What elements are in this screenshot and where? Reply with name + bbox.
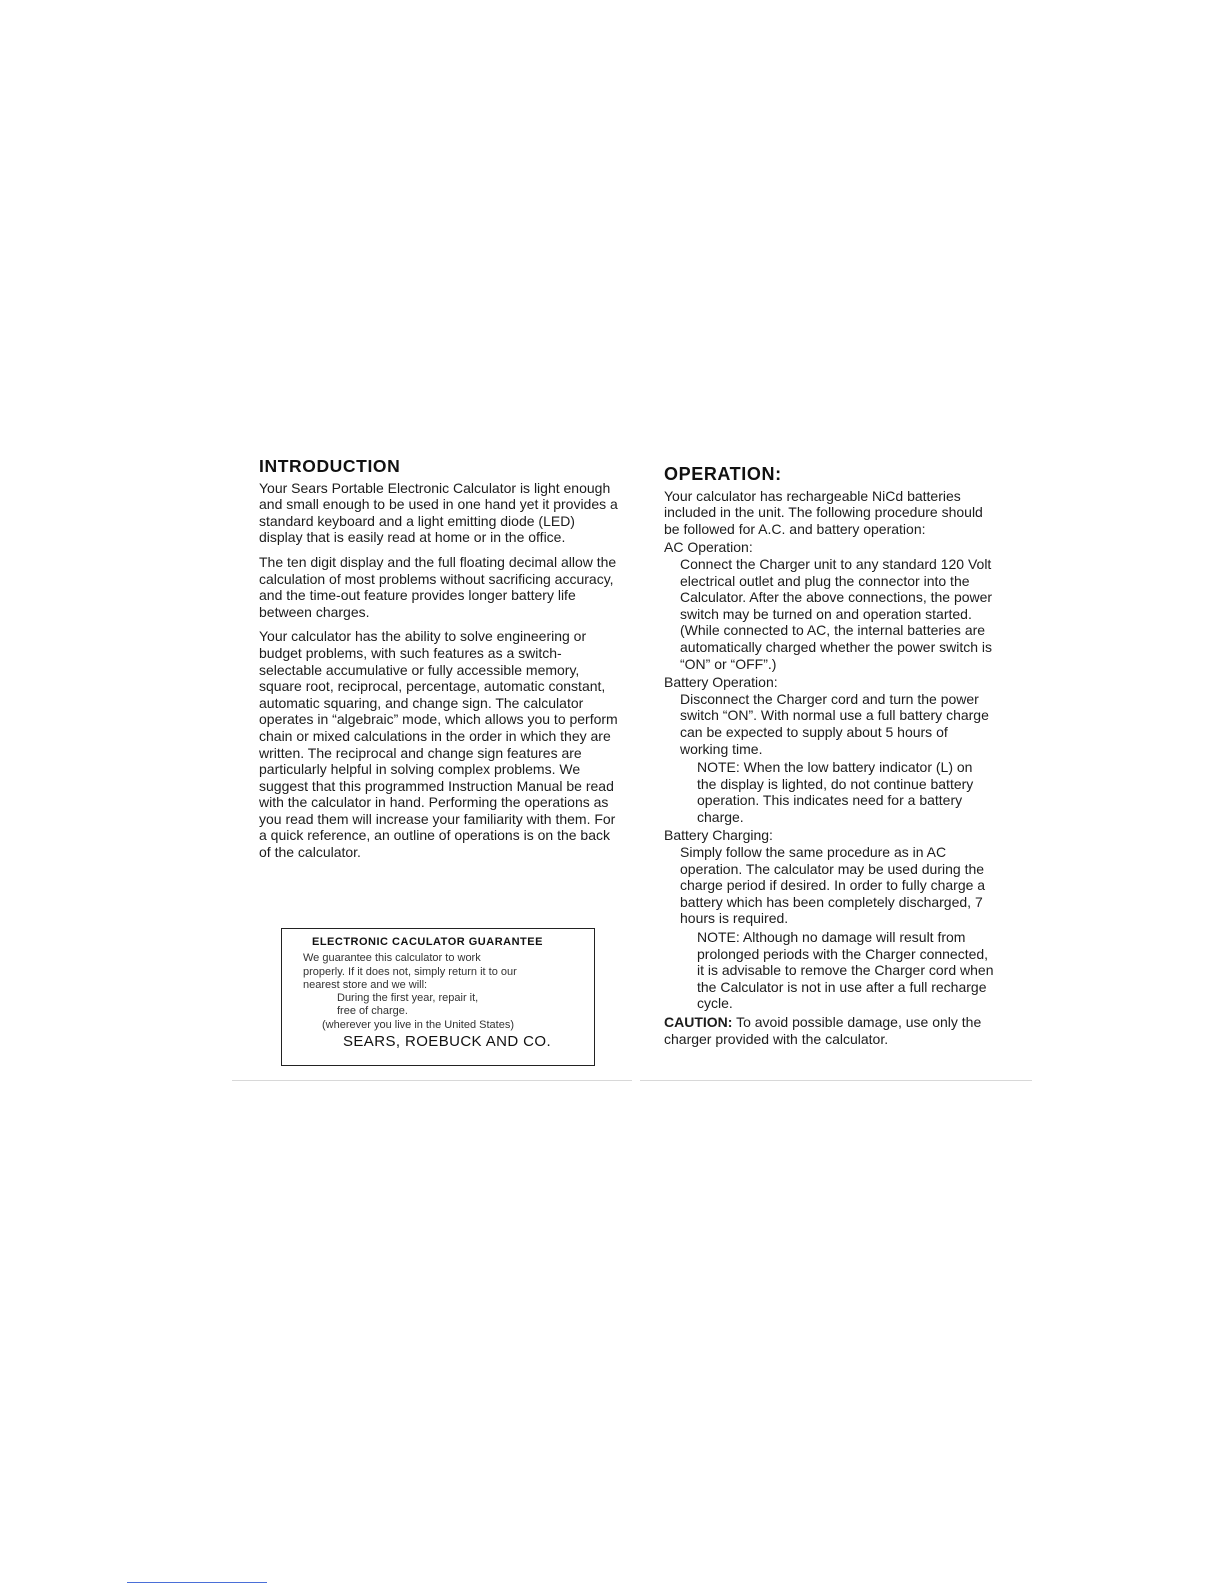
guarantee-line-1: We guarantee this calculator to work (303, 952, 481, 965)
guarantee-box (281, 928, 595, 1066)
guarantee-company: SEARS, ROEBUCK AND CO. (343, 1033, 552, 1051)
ac-operation-heading: AC Operation: (664, 539, 753, 556)
bottom-divider-right (640, 1080, 1032, 1081)
guarantee-line-6: (wherever you live in the United States) (322, 1018, 514, 1031)
operation-intro: Your calculator has rechargeable NiCd batteries included in the unit. The following procedure should be followed for A.C. and battery operation: (664, 487, 983, 537)
guarantee-line-3: nearest store and we will: (303, 978, 428, 991)
ac-operation-text: Connect the Charger unit to any standard 120 Volt electrical outlet and plug the connector into the Calculator. After the above connections, the power switch may be turned on and operation started. (While connected to AC, the internal batteries are automatically charged whether the power switch is “ON” or “OFF”.) (680, 555, 993, 672)
link-underline (127, 1582, 267, 1583)
caution-text: To avoid possible damage, use only the charger provided with the calculator. (664, 1014, 982, 1047)
battery-charging-text: Simply follow the same procedure as in AC operation. The calculator may be used during the charge period if desired. In order to fully charge a battery which has been completely discharged, 7 hours is required. (680, 844, 986, 927)
guarantee-line-4: During the first year, repair it, (337, 992, 479, 1005)
intro-paragraph-1: Your Sears Portable Electronic Calculator is light enough and small enough to be used in one hand yet it provides a standard keyboard and a light emitting diode (LED) display that is easily read at home or in the office. (259, 479, 618, 546)
battery-operation-text: Disconnect the Charger cord and turn the power switch “ON”. With normal use a full battery charge can be expected to supply about 5 hours of working time. (680, 690, 989, 757)
guarantee-title: ELECTRONIC CACULATOR GUARANTEE (312, 936, 543, 948)
battery-operation-heading: Battery Operation: (664, 674, 778, 691)
bottom-divider-left (232, 1080, 632, 1081)
guarantee-line-5: free of charge. (337, 1005, 408, 1018)
battery-operation-note: NOTE: When the low battery indicator (L) on the display is lighted, do not continue battery operation. This indicates need for a battery charge. (697, 759, 974, 825)
intro-paragraph-2: The ten digit display and the full floating decimal allow the calculation of most problems without sacrificing accuracy, and the time-out feature provides longer battery life between charges. (259, 553, 617, 620)
introduction-section (259, 458, 621, 869)
operation-heading: OPERATION: (664, 464, 782, 484)
battery-charging-heading: Battery Charging: (664, 827, 773, 844)
battery-charging-note: NOTE: Although no damage will result from prolonged periods with the Charger connected, it is advisable to remove the Charger cord when the Calculator is not in use after a full recharge cycle. (697, 929, 994, 1012)
caution-paragraph (664, 1014, 994, 1047)
introduction-heading: INTRODUCTION (259, 456, 401, 476)
caution-label: CAUTION: (664, 1014, 733, 1030)
operation-section (664, 458, 994, 1049)
guarantee-line-2: properly. If it does not, simply return it to our (303, 965, 517, 978)
intro-paragraph-3: Your calculator has the ability to solve engineering or budget problems, with such features as a switch-selectable accumulative or fully accessible memory, square root, reciprocal, percentage, automatic constant, automatic squaring, and change sign. The calculator operates in “algebraic” mode, which allows you to perform chain or mixed calculations in the order in which they are written. The reciprocal and change sign features are particularly helpful in solving complex problems. We suggest that this programmed Instruction Manual be read with the calculator in hand. Performing the operations as you read them will increase your familiarity with them. For a quick reference, an outline of operations is on the back of the calculator. (259, 628, 618, 861)
